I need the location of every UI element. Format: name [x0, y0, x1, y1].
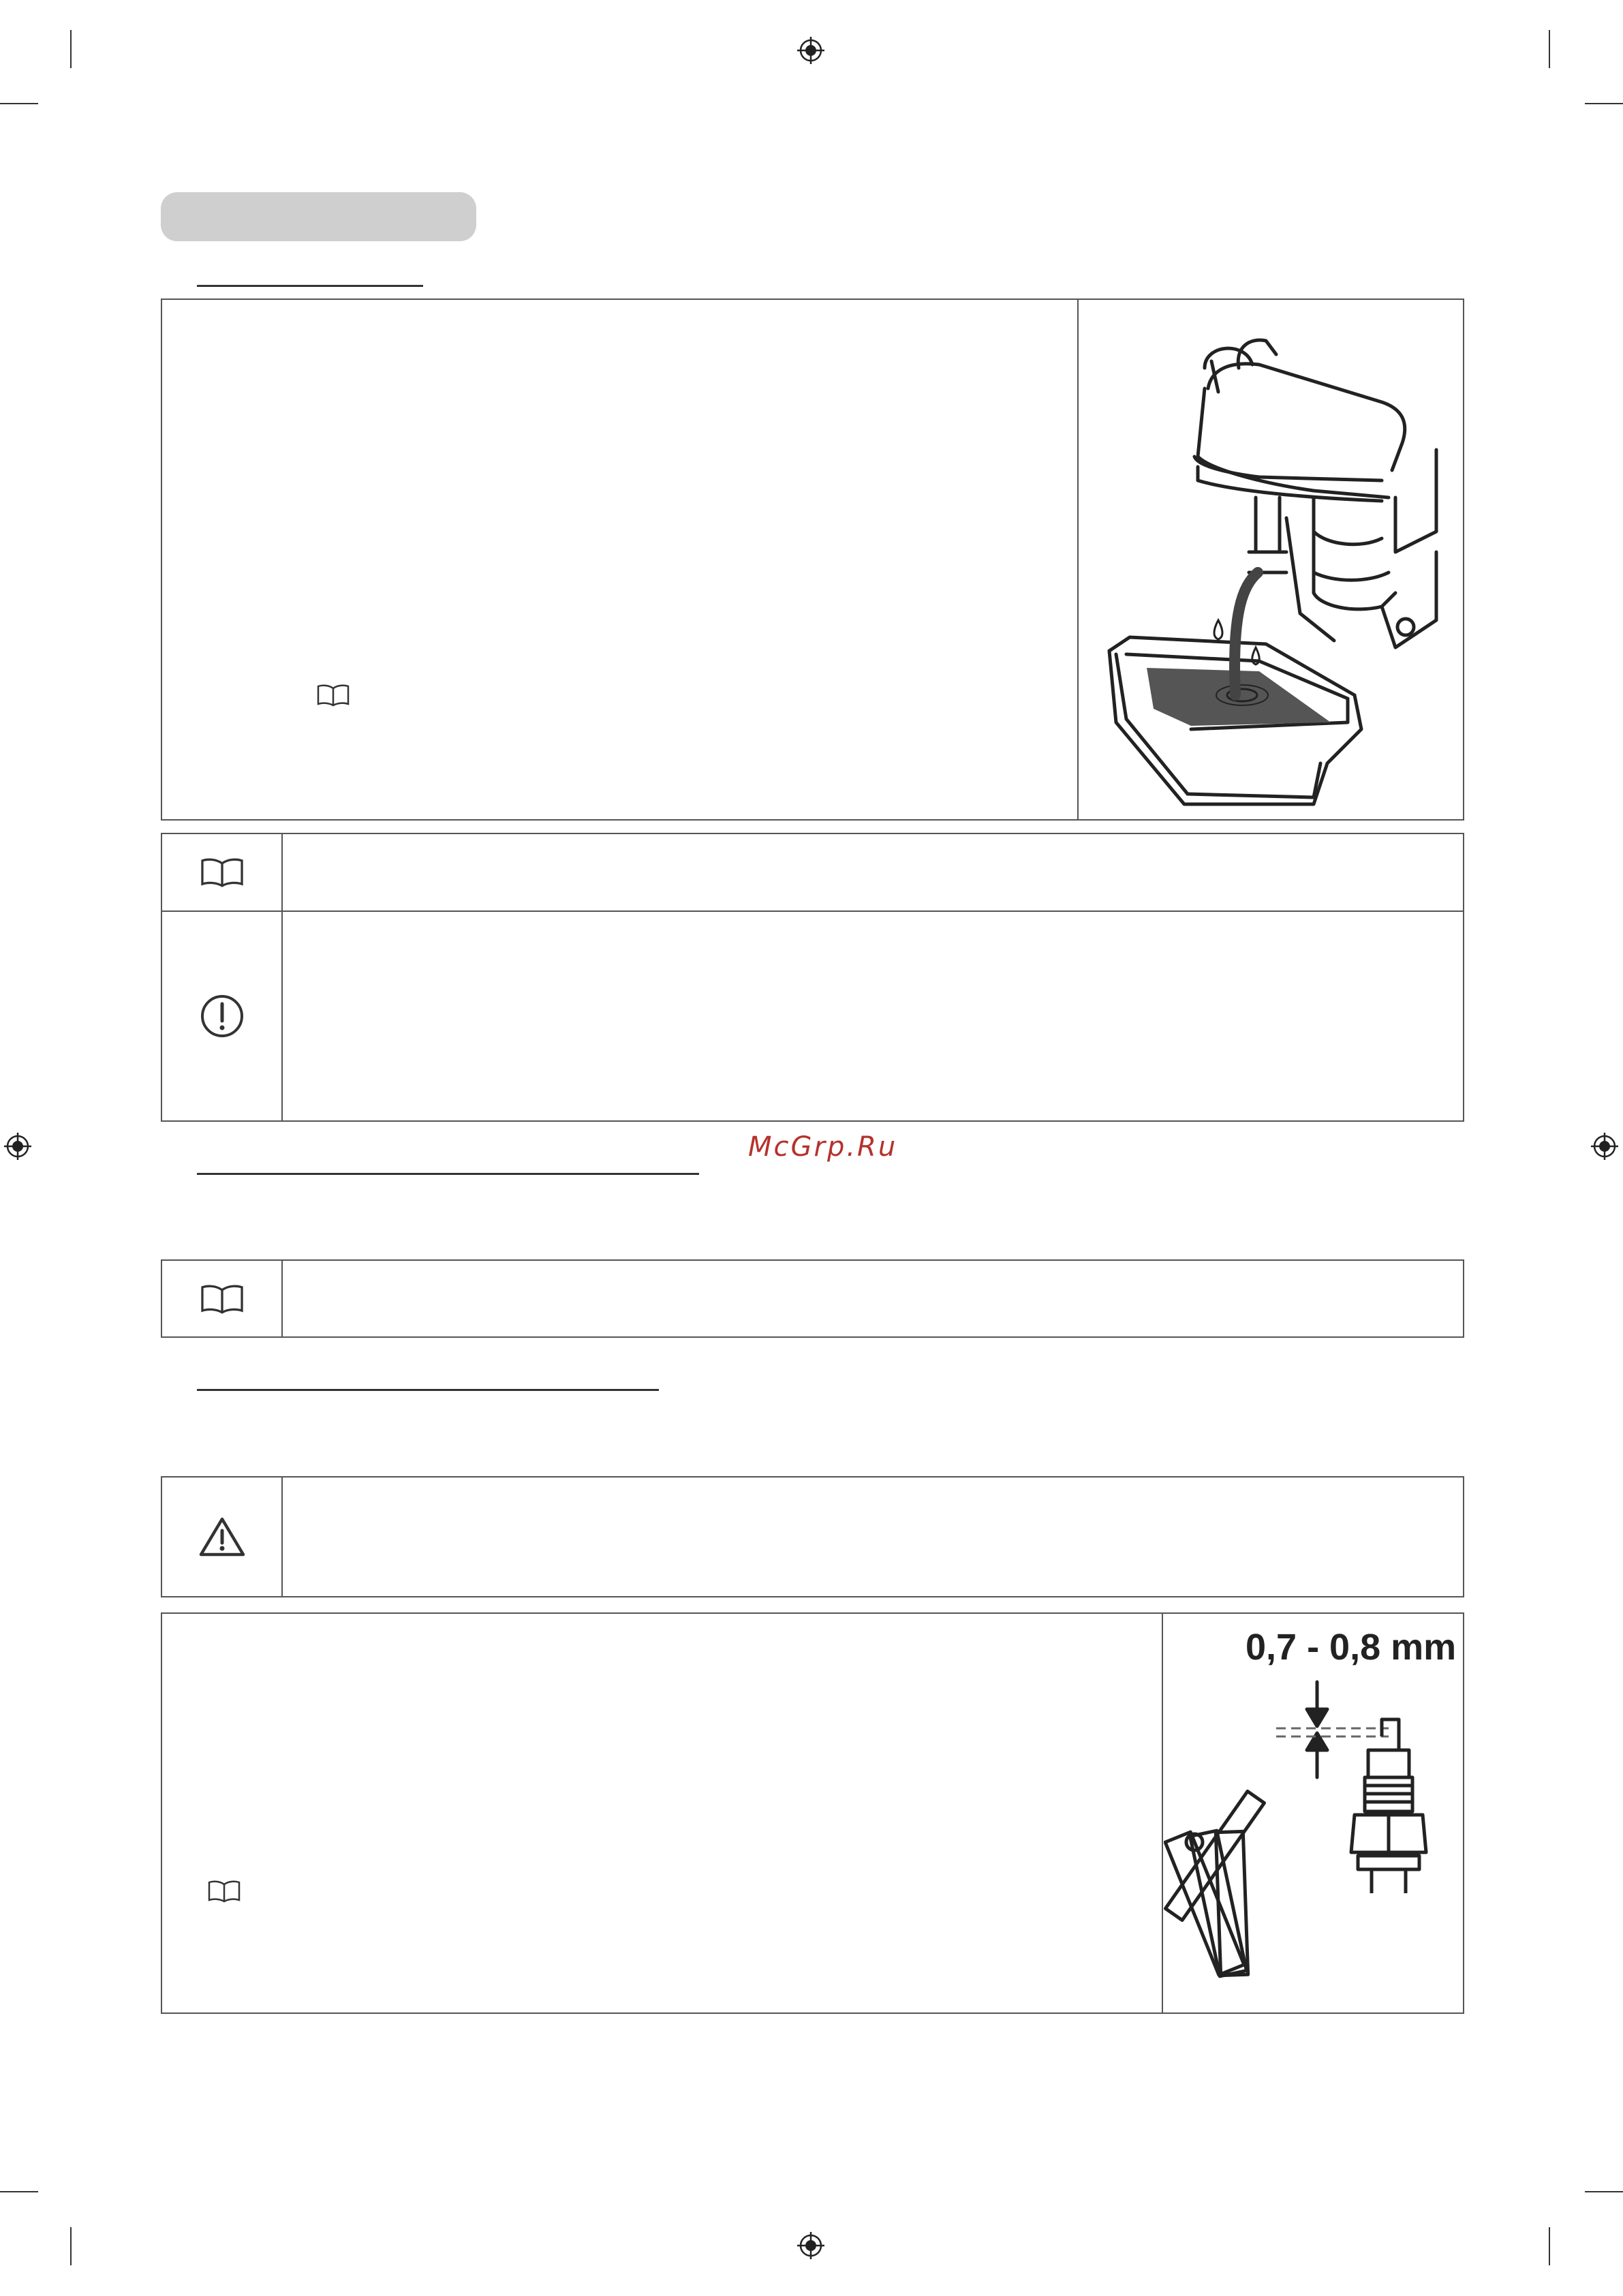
info-row — [162, 834, 281, 910]
warning-row — [162, 1478, 281, 1596]
crop-mark — [0, 103, 38, 104]
warning-triangle-icon — [198, 1516, 246, 1558]
book-icon — [200, 1283, 245, 1315]
crop-mark — [1585, 103, 1623, 104]
table-divider — [281, 1261, 283, 1336]
crop-mark — [1585, 2191, 1623, 2192]
table-row-divider — [162, 910, 1463, 912]
section-heading-underline — [197, 1389, 659, 1391]
section-tab — [161, 192, 476, 241]
book-icon — [200, 856, 245, 889]
watermark: McGrp.Ru — [748, 1131, 898, 1163]
registration-mark-icon — [797, 37, 824, 64]
info-table — [161, 1259, 1464, 1338]
crop-mark — [70, 2227, 72, 2265]
registration-mark-icon — [4, 1133, 31, 1160]
crop-mark — [70, 30, 72, 68]
registration-mark-icon — [797, 2232, 824, 2259]
crop-mark — [0, 2191, 38, 2192]
panel-divider — [1077, 300, 1079, 819]
crop-mark — [1549, 2227, 1550, 2265]
spark-plug-gap-illustration — [1164, 1675, 1464, 2009]
panel-divider — [1162, 1614, 1163, 2012]
spark-plug-gap-label: 0,7 - 0,8 mm — [1246, 1627, 1457, 1668]
exclamation-circle-icon — [200, 994, 245, 1039]
book-icon — [316, 683, 350, 707]
book-icon — [207, 1879, 241, 1903]
notice-row — [162, 912, 281, 1120]
warning-table — [161, 1476, 1464, 1597]
crop-mark — [1549, 30, 1550, 68]
spark-plug-panel — [161, 1612, 1464, 2014]
oil-drain-illustration — [1096, 327, 1450, 811]
info-row — [162, 1261, 281, 1336]
info-notice-table — [161, 833, 1464, 1122]
registration-mark-icon — [1591, 1133, 1618, 1160]
section-heading-underline — [197, 1173, 699, 1175]
oil-change-panel — [161, 299, 1464, 821]
table-divider — [281, 1478, 283, 1596]
section-heading-underline — [197, 285, 423, 287]
table-divider — [281, 834, 283, 1120]
